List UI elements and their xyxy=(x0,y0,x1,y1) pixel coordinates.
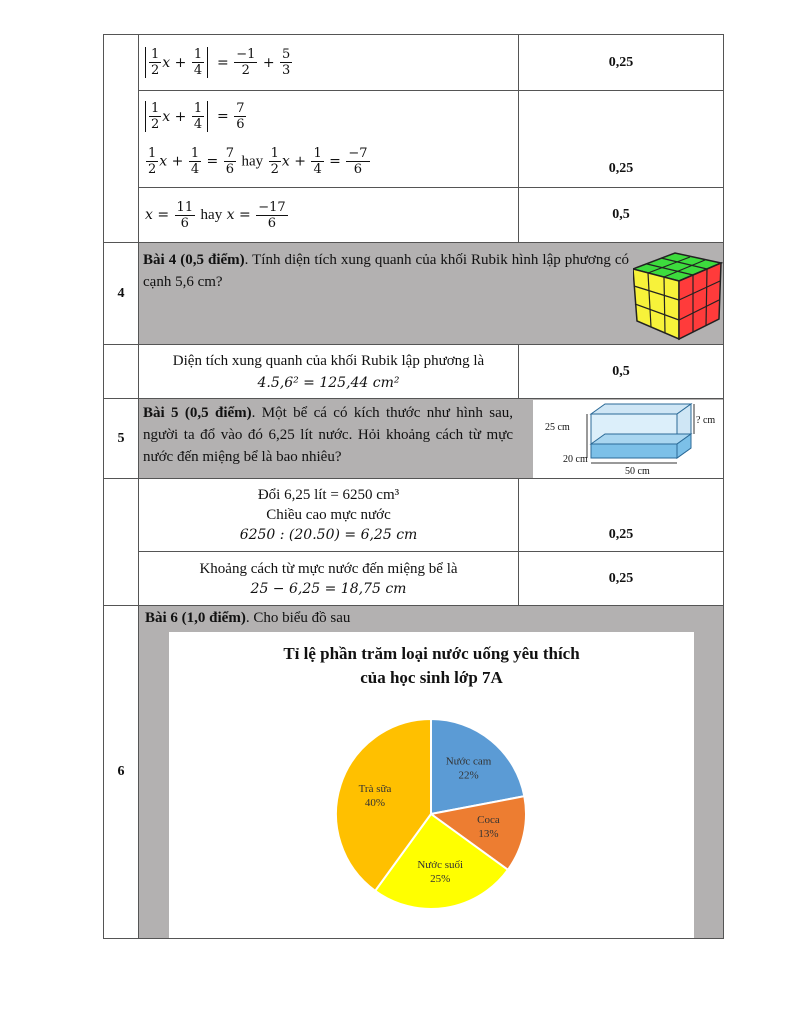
chart-title-line-2: của học sinh lớp 7A xyxy=(360,668,503,687)
answer-5a-line-1: Đổi 6,25 lít = 6250 cm³ xyxy=(257,487,400,503)
equation-3: $\frac{1}{2}$ x + $\frac{1}{4}$ = $\frac{7}{6}$ hay $\frac{1}{2}$ x + $\frac{1}{4}$ = $\frac{-7}{6}$ xyxy=(148,146,368,177)
equation-2: $\frac{1}{2}$ x + $\frac{1}{4}$ = $\frac{7}{6}$ xyxy=(145,101,512,132)
answer-5b-line-2: 25 − 6,25 = 18,75 cm xyxy=(250,580,407,597)
answer-4-formula: 4.5,6² = 125,44 cm² xyxy=(257,374,400,391)
question-number: 4 xyxy=(104,243,139,345)
tank-height-label: 25 cm xyxy=(545,421,570,433)
question-5-cell xyxy=(139,399,724,479)
question-6-body: . Cho biểu đồ sau xyxy=(245,610,351,626)
score-cell: 0,25 xyxy=(519,552,724,606)
fish-tank-figure xyxy=(533,400,723,478)
answer-5b-line-1: Khoảng cách từ mực nước đến miệng bể là xyxy=(199,560,458,577)
question-4-body: . Tính diện tích xung quanh của khối Rubik hình lập phương có cạnh 5,6 cm? xyxy=(143,251,630,290)
chart-title xyxy=(169,632,694,690)
pie-slice-category-label: Nước suối xyxy=(417,859,464,872)
score-cell: 0,25 xyxy=(519,479,724,552)
solution-step-1 xyxy=(139,35,519,91)
answer-5a-cell xyxy=(139,479,519,552)
hay-label: hay xyxy=(200,207,223,223)
row-number-cell xyxy=(104,345,139,399)
table-row xyxy=(104,606,724,939)
answer-table xyxy=(103,34,724,939)
table-row xyxy=(104,345,724,399)
question-5-lead: Bài 5 (0,5 điểm) xyxy=(143,404,252,421)
pie-slice-percent-label: 22% xyxy=(458,769,479,782)
score-cell: 0,25 xyxy=(519,35,724,91)
answer-5b-cell xyxy=(139,552,519,606)
score-cell: 0,25 xyxy=(519,91,724,188)
question-number: 5 xyxy=(104,399,139,479)
question-4-cell xyxy=(139,243,724,345)
question-5-body: . Một bể cá có kích thước như hình sau, người ta đổ vào đó 6,25 lít nước. Hỏi khoảng cách từ mực nước đến miệng bể là bao nhiêu? xyxy=(143,404,514,465)
hay-label: hay xyxy=(241,153,264,170)
question-number: 6 xyxy=(104,606,139,939)
pie-slice-category-label: Coca xyxy=(477,813,500,826)
answer-4-cell xyxy=(139,345,519,399)
answer-table-page xyxy=(103,34,723,939)
pie-slice-category-label: Nước cam xyxy=(445,755,492,768)
answer-5a-line-2: Chiều cao mực nước xyxy=(266,507,391,523)
pie-slice-percent-label: 25% xyxy=(430,873,451,886)
solution-step-3 xyxy=(139,188,519,243)
table-row xyxy=(104,188,724,243)
answer-4-text: Diện tích xung quanh của khối Rubik lập phương là xyxy=(172,352,485,369)
row-number-cell xyxy=(104,479,139,606)
chart-title-line-1: Tỉ lệ phần trăm loại nước uống yêu thích xyxy=(283,644,580,663)
solution-step-2 xyxy=(139,91,519,188)
question-6-lead: Bài 6 (1,0 điểm) xyxy=(145,610,246,626)
pie-slice-category-label: Trà sữa xyxy=(358,782,392,795)
pie-chart-box xyxy=(169,632,694,938)
equation-1: $\frac{1}{2}$ x + $\frac{1}{4}$ = $\frac{-1}{2}$ + $\frac{5}{3}$ xyxy=(145,55,293,71)
score-cell: 0,5 xyxy=(519,345,724,399)
table-row xyxy=(104,91,724,188)
equation-4: x = $\frac{11}{6}$ hay x = $\frac{-17}{6}$ xyxy=(145,199,286,231)
answer-5a-line-3: 6250 : (20.50) = 6,25 cm xyxy=(239,527,418,543)
table-row xyxy=(104,35,724,91)
table-row xyxy=(104,243,724,345)
question-4-text xyxy=(139,247,633,293)
rubik-cube-image xyxy=(633,247,723,341)
pie-slice-percent-label: 13% xyxy=(478,827,499,840)
question-6-text xyxy=(139,606,723,628)
tank-unknown-label: ? cm xyxy=(696,414,716,426)
tank-length-label: 50 cm xyxy=(625,465,650,477)
tank-width-label: 20 cm xyxy=(563,453,588,465)
pie-chart xyxy=(169,690,694,930)
question-4-lead: Bài 4 (0,5 điểm) xyxy=(143,251,245,268)
row-number-cell xyxy=(104,35,139,243)
score-cell: 0,5 xyxy=(519,188,724,243)
table-row xyxy=(104,479,724,552)
table-row xyxy=(104,399,724,479)
question-5-text xyxy=(139,400,517,468)
question-6-cell xyxy=(139,606,724,939)
pie-slice-percent-label: 40% xyxy=(364,796,386,809)
table-row xyxy=(104,552,724,606)
